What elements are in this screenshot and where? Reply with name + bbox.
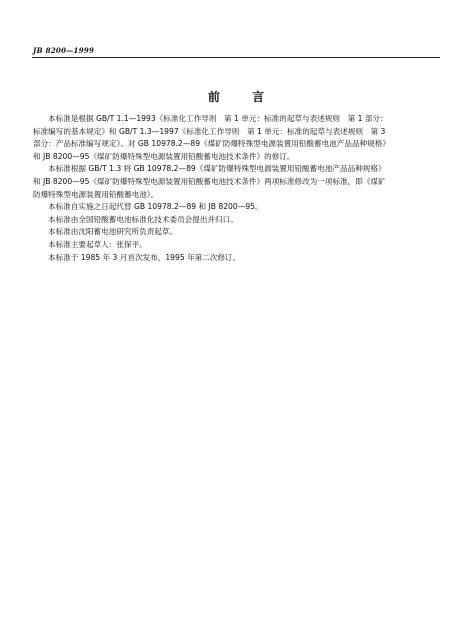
paragraph — [33, 214, 441, 227]
document-code: JB 8200—1999 — [33, 46, 95, 55]
page-title: 前 言 — [207, 90, 279, 104]
text-line: 本标准自实施之日起代替 GB 10978.2—89 和 JB 8200—95。 — [48, 202, 263, 212]
text-line: 标准编写的基本规定》和 GB/T 1.3—1997《标准化工作导则 第 1 单元：标准的起草与表述规则 第 3 — [33, 126, 386, 136]
text-line: 本标准由全国铅酸蓄电池标准化技术委员会提出并归口。 — [48, 214, 238, 224]
paragraph — [33, 226, 441, 239]
text-line: 本标准于 1985 年 3 月首次发布，1995 年第二次修订。 — [48, 252, 241, 262]
text-line: 防爆特殊型电源装置用铅酸蓄电池》。 — [33, 189, 159, 199]
paragraph — [33, 201, 441, 214]
paragraph — [33, 163, 441, 201]
text-line: 和 JB 8200—95《煤矿防爆特殊型电源装置用铅酸蓄电池技术条件》两项标准修改为一项标准，即《煤矿 — [33, 176, 386, 186]
paragraph — [33, 239, 441, 252]
text-line: 本标准由沈阳蓄电池研究所负责起草。 — [48, 227, 178, 237]
text-line: 和 JB 8200—95《煤矿防爆特殊型电源装置用铅酸蓄电池技术条件》的修订。 — [33, 151, 295, 161]
paragraph — [33, 252, 441, 265]
header-rule — [32, 57, 440, 58]
paragraph — [33, 113, 441, 163]
text-line: 本标准主要起草人：张保平。 — [48, 239, 147, 249]
text-line: 部分：产品标准编写规定》、对 GB 10978.2—89《煤矿防爆特殊型电源装置用铅酸蓄电池产品品种规格》 — [33, 139, 390, 149]
foreword-body — [33, 113, 441, 264]
text-line: 本标准根据 GB/T 1.3 将 GB 10978.2—89《煤矿防爆特殊型电源装置用铅酸蓄电池产品品种规格》 — [48, 164, 386, 174]
text-line: 本标准是根据 GB/T 1.1—1993《标准化工作导则 第 1 单元：标准的起草与表述规则 第 1 部分： — [48, 114, 388, 123]
